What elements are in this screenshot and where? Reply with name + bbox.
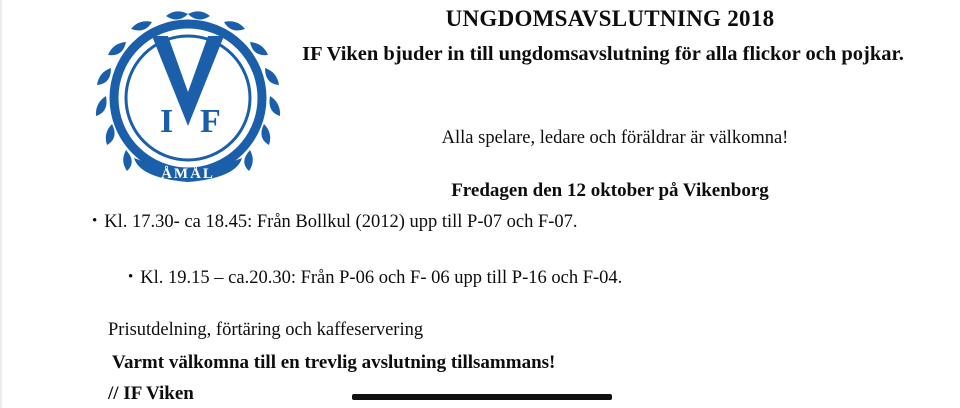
bottom-rule-divider (352, 394, 612, 400)
list-item-label: Kl. 17.30- ca 18.45: Från Bollkul (2012) upp till P-07 och F-07. (104, 212, 578, 232)
closing-line-welcome: Varmt välkomna till en trevlig avslutning tillsammans! (112, 352, 556, 373)
list-item (92, 212, 578, 233)
svg-text:F: F (200, 103, 221, 140)
closing-line-refreshments: Prisutdelning, förtäring och kaffeservering (108, 320, 424, 340)
page-title: UNGDOMSAVSLUTNING 2018 (445, 6, 775, 31)
invitation-subtitle: IF Viken bjuder in till ungdomsavslutning för alla flickor och pojkar. (302, 43, 904, 65)
list-item-label: Kl. 19.15 – ca.20.30: Från P-06 och F- 06 upp till P-16 och F-04. (140, 268, 623, 288)
page-edge-shadow (0, 0, 3, 408)
bullet-dot-icon: • (92, 213, 98, 229)
svg-text:I: I (160, 103, 174, 140)
event-date-line: Fredagen den 12 oktober på Vikenborg (451, 180, 769, 201)
welcome-line: Alla spelare, ledare och föräldrar är välkomna! (441, 128, 789, 148)
if-viken-crest (88, 0, 288, 200)
bullet-dot-icon: • (128, 269, 134, 285)
svg-text:ÅMÅL: ÅMÅL (161, 166, 215, 182)
list-item (128, 268, 622, 289)
signature-line: // IF Viken (108, 383, 194, 404)
